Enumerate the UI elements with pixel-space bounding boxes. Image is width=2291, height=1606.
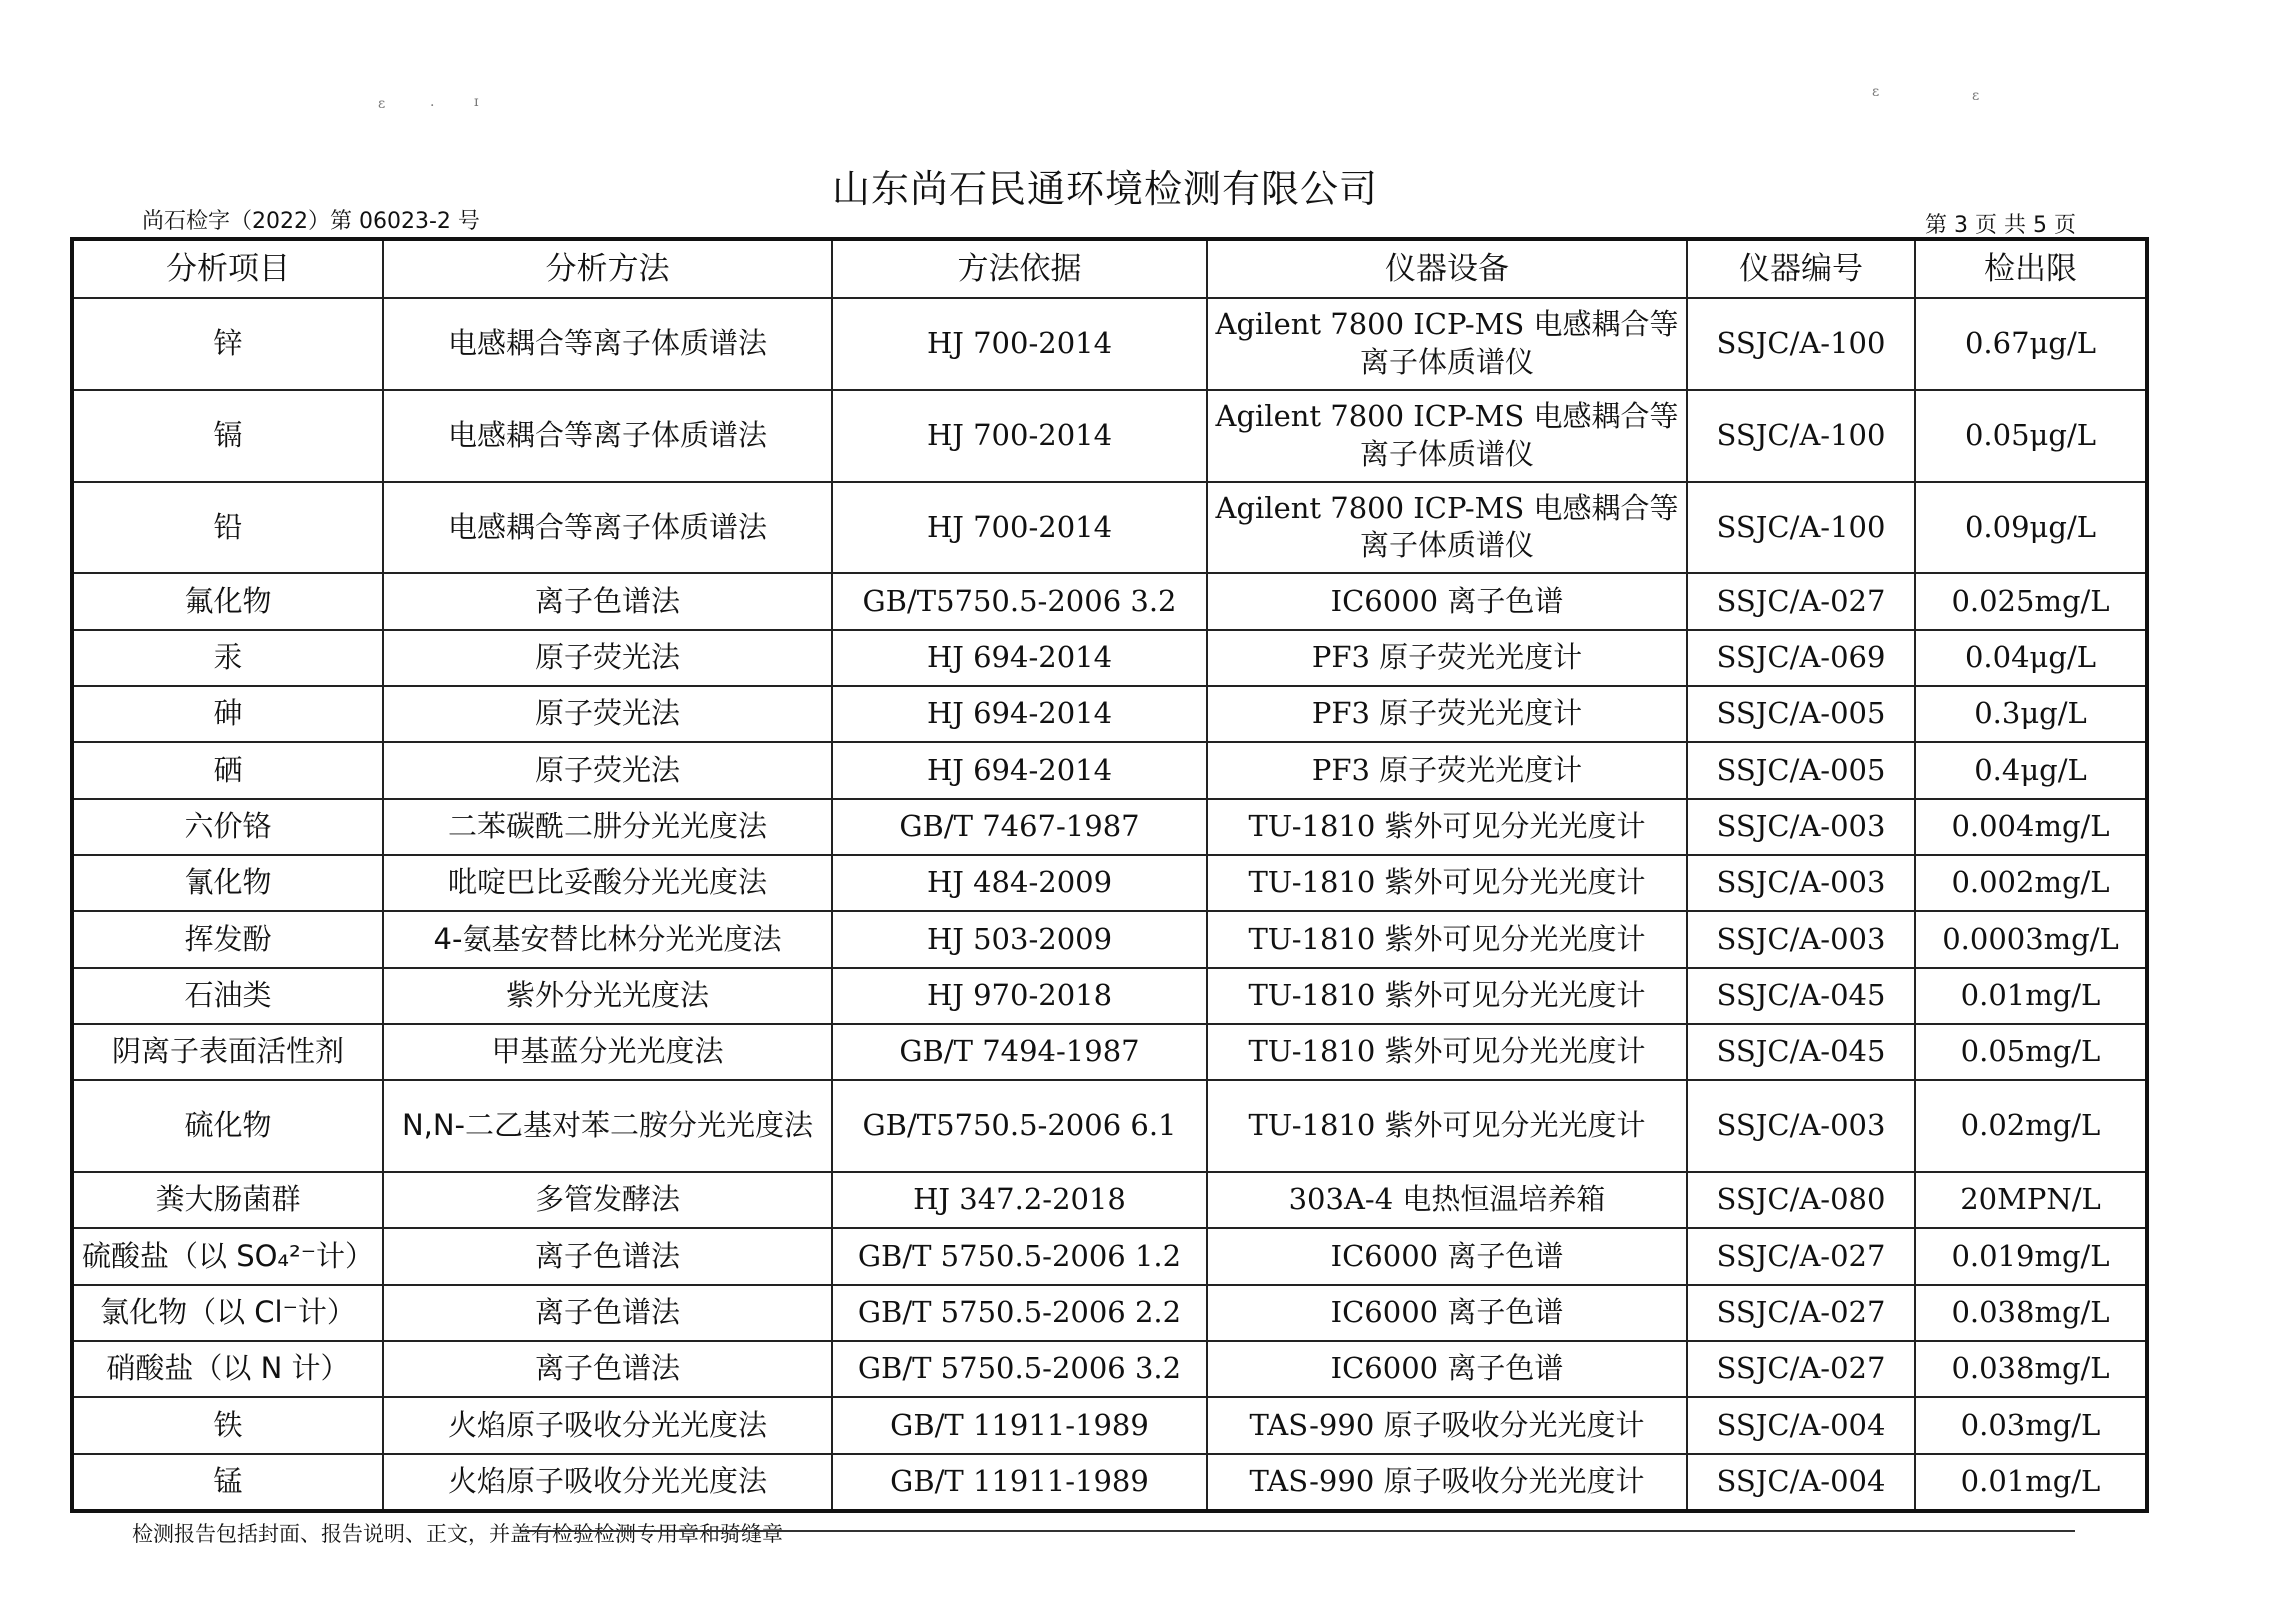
instrument-cell: TAS-990 原子吸收分光光度计 (1207, 1397, 1687, 1453)
instrument-number-cell: SSJC/A-027 (1687, 1228, 1915, 1284)
table-row (72, 630, 2147, 686)
detection-limit-cell: 0.038mg/L (1915, 1285, 2147, 1341)
item-cell: 六价铬 (72, 799, 383, 855)
instrument-number-cell: SSJC/A-045 (1687, 1024, 1915, 1080)
instrument-cell: Agilent 7800 ICP-MS 电感耦合等离子体质谱仪 (1207, 298, 1687, 390)
basis-cell: HJ 700-2014 (832, 482, 1207, 574)
item-cell: 汞 (72, 630, 383, 686)
table-row (72, 1228, 2147, 1284)
table-row (72, 911, 2147, 967)
basis-cell: HJ 970-2018 (832, 968, 1207, 1024)
column-header: 分析项目 (72, 239, 383, 298)
method-cell: 电感耦合等离子体质谱法 (383, 298, 832, 390)
detection-limit-cell: 0.02mg/L (1915, 1080, 2147, 1172)
method-cell: 火焰原子吸收分光光度法 (383, 1454, 832, 1512)
detection-limit-cell: 0.4μg/L (1915, 742, 2147, 798)
basis-cell: HJ 700-2014 (832, 298, 1207, 390)
instrument-cell: Agilent 7800 ICP-MS 电感耦合等离子体质谱仪 (1207, 390, 1687, 482)
instrument-number-cell: SSJC/A-045 (1687, 968, 1915, 1024)
basis-cell: HJ 694-2014 (832, 686, 1207, 742)
detection-limit-cell: 0.09μg/L (1915, 482, 2147, 574)
table-body (72, 298, 2147, 1511)
instrument-number-cell: SSJC/A-004 (1687, 1397, 1915, 1453)
item-cell: 镉 (72, 390, 383, 482)
instrument-cell: 303A-4 电热恒温培养箱 (1207, 1172, 1687, 1228)
instrument-cell: TU-1810 紫外可见分光光度计 (1207, 968, 1687, 1024)
item-cell: 氰化物 (72, 855, 383, 911)
instrument-number-cell: SSJC/A-069 (1687, 630, 1915, 686)
instrument-cell: IC6000 离子色谱 (1207, 573, 1687, 629)
item-cell: 石油类 (72, 968, 383, 1024)
method-cell: 电感耦合等离子体质谱法 (383, 390, 832, 482)
instrument-cell: Agilent 7800 ICP-MS 电感耦合等离子体质谱仪 (1207, 482, 1687, 574)
item-cell: 铅 (72, 482, 383, 574)
table-row (72, 1285, 2147, 1341)
detection-limit-cell: 0.025mg/L (1915, 573, 2147, 629)
instrument-number-cell: SSJC/A-003 (1687, 911, 1915, 967)
method-cell: 二苯碳酰二肼分光光度法 (383, 799, 832, 855)
item-cell: 硫化物 (72, 1080, 383, 1172)
instrument-cell: PF3 原子荧光光度计 (1207, 742, 1687, 798)
table-row (72, 1172, 2147, 1228)
method-cell: 吡啶巴比妥酸分光光度法 (383, 855, 832, 911)
scan-speck: · (430, 98, 435, 114)
detection-limit-cell: 0.04μg/L (1915, 630, 2147, 686)
method-cell: 离子色谱法 (383, 1341, 832, 1397)
table-row (72, 482, 2147, 574)
instrument-cell: IC6000 离子色谱 (1207, 1285, 1687, 1341)
basis-cell: GB/T 5750.5-2006 3.2 (832, 1341, 1207, 1397)
instrument-cell: TU-1810 紫外可见分光光度计 (1207, 799, 1687, 855)
basis-cell: HJ 694-2014 (832, 742, 1207, 798)
instrument-number-cell: SSJC/A-080 (1687, 1172, 1915, 1228)
table-row (72, 1454, 2147, 1512)
basis-cell: HJ 484-2009 (832, 855, 1207, 911)
instrument-number-cell: SSJC/A-005 (1687, 742, 1915, 798)
column-header: 方法依据 (832, 239, 1207, 298)
basis-cell: GB/T 7494-1987 (832, 1024, 1207, 1080)
instrument-number-cell: SSJC/A-005 (1687, 686, 1915, 742)
method-cell: 原子荧光法 (383, 686, 832, 742)
detection-limit-cell: 0.67μg/L (1915, 298, 2147, 390)
table-row (72, 1397, 2147, 1453)
table-row (72, 1024, 2147, 1080)
instrument-number-cell: SSJC/A-100 (1687, 390, 1915, 482)
table-row (72, 686, 2147, 742)
column-header: 仪器设备 (1207, 239, 1687, 298)
basis-cell: GB/T 7467-1987 (832, 799, 1207, 855)
instrument-cell: TU-1810 紫外可见分光光度计 (1207, 911, 1687, 967)
instrument-cell: TAS-990 原子吸收分光光度计 (1207, 1454, 1687, 1512)
method-cell: 甲基蓝分光光度法 (383, 1024, 832, 1080)
table-row (72, 1080, 2147, 1172)
instrument-number-cell: SSJC/A-027 (1687, 1285, 1915, 1341)
item-cell: 砷 (72, 686, 383, 742)
detection-limit-cell: 0.05μg/L (1915, 390, 2147, 482)
item-cell: 氯化物（以 Cl⁻计） (72, 1285, 383, 1341)
item-cell: 粪大肠菌群 (72, 1172, 383, 1228)
detection-limit-cell: 0.038mg/L (1915, 1341, 2147, 1397)
basis-cell: GB/T 11911-1989 (832, 1454, 1207, 1512)
instrument-number-cell: SSJC/A-003 (1687, 799, 1915, 855)
report-number: 尚石检字（2022）第 06023-2 号 (142, 209, 480, 234)
table-row (72, 855, 2147, 911)
table-header-row (72, 239, 2147, 298)
table-row (72, 1341, 2147, 1397)
scan-speck: ɪ (474, 94, 479, 110)
instrument-cell: PF3 原子荧光光度计 (1207, 630, 1687, 686)
scan-speck: ɛ (1872, 84, 1880, 100)
instrument-number-cell: SSJC/A-027 (1687, 573, 1915, 629)
item-cell: 氟化物 (72, 573, 383, 629)
instrument-cell: TU-1810 紫外可见分光光度计 (1207, 1024, 1687, 1080)
method-cell: 离子色谱法 (383, 1285, 832, 1341)
instrument-cell: TU-1810 紫外可见分光光度计 (1207, 1080, 1687, 1172)
table-row (72, 298, 2147, 390)
basis-cell: GB/T 11911-1989 (832, 1397, 1207, 1453)
table-row (72, 390, 2147, 482)
column-header: 检出限 (1915, 239, 2147, 298)
instrument-cell: IC6000 离子色谱 (1207, 1228, 1687, 1284)
basis-cell: GB/T 5750.5-2006 1.2 (832, 1228, 1207, 1284)
item-cell: 铁 (72, 1397, 383, 1453)
method-cell: 离子色谱法 (383, 573, 832, 629)
basis-cell: GB/T5750.5-2006 6.1 (832, 1080, 1207, 1172)
item-cell: 硒 (72, 742, 383, 798)
item-cell: 硝酸盐（以 N 计） (72, 1341, 383, 1397)
item-cell: 阴离子表面活性剂 (72, 1024, 383, 1080)
instrument-cell: IC6000 离子色谱 (1207, 1341, 1687, 1397)
basis-cell: HJ 700-2014 (832, 390, 1207, 482)
method-cell: 原子荧光法 (383, 630, 832, 686)
instrument-number-cell: SSJC/A-004 (1687, 1454, 1915, 1512)
method-cell: 原子荧光法 (383, 742, 832, 798)
company-name: 山东尚石民通环境检测有限公司 (831, 167, 1378, 211)
scan-speck: ɛ (1972, 88, 1980, 104)
basis-cell: HJ 694-2014 (832, 630, 1207, 686)
method-cell: 紫外分光光度法 (383, 968, 832, 1024)
method-cell: N,N-二乙基对苯二胺分光光度法 (383, 1080, 832, 1172)
method-cell: 4-氨基安替比林分光光度法 (383, 911, 832, 967)
item-cell: 挥发酚 (72, 911, 383, 967)
column-header: 分析方法 (383, 239, 832, 298)
basis-cell: HJ 347.2-2018 (832, 1172, 1207, 1228)
table-row (72, 968, 2147, 1024)
detection-limit-cell: 0.05mg/L (1915, 1024, 2147, 1080)
scan-speck: ɛ (378, 96, 386, 112)
instrument-number-cell: SSJC/A-100 (1687, 298, 1915, 390)
item-cell: 锌 (72, 298, 383, 390)
detection-limit-cell: 0.019mg/L (1915, 1228, 2147, 1284)
instrument-cell: PF3 原子荧光光度计 (1207, 686, 1687, 742)
detection-limit-cell: 0.3μg/L (1915, 686, 2147, 742)
detection-limit-cell: 0.0003mg/L (1915, 911, 2147, 967)
table-row (72, 799, 2147, 855)
detection-limit-cell: 0.03mg/L (1915, 1397, 2147, 1453)
method-cell: 离子色谱法 (383, 1228, 832, 1284)
table-row (72, 742, 2147, 798)
detection-limit-cell: 0.01mg/L (1915, 968, 2147, 1024)
footer-note: 检测报告包括封面、报告说明、正文，并盖有检验检测专用章和骑缝章 (132, 1522, 783, 1546)
item-cell: 硫酸盐（以 SO₄²⁻计） (72, 1228, 383, 1284)
instrument-number-cell: SSJC/A-100 (1687, 482, 1915, 574)
method-cell: 电感耦合等离子体质谱法 (383, 482, 832, 574)
detection-limit-cell: 20MPN/L (1915, 1172, 2147, 1228)
footer-rule (520, 1530, 2075, 1532)
table-row (72, 573, 2147, 629)
detection-limit-cell: 0.002mg/L (1915, 855, 2147, 911)
detection-limit-cell: 0.004mg/L (1915, 799, 2147, 855)
method-cell: 多管发酵法 (383, 1172, 832, 1228)
page-indicator: 第 3 页 共 5 页 (1925, 213, 2076, 238)
instrument-number-cell: SSJC/A-003 (1687, 855, 1915, 911)
basis-cell: HJ 503-2009 (832, 911, 1207, 967)
instrument-number-cell: SSJC/A-003 (1687, 1080, 1915, 1172)
method-cell: 火焰原子吸收分光光度法 (383, 1397, 832, 1453)
detection-limit-cell: 0.01mg/L (1915, 1454, 2147, 1512)
basis-cell: GB/T 5750.5-2006 2.2 (832, 1285, 1207, 1341)
basis-cell: GB/T5750.5-2006 3.2 (832, 573, 1207, 629)
analysis-methods-table (70, 237, 2149, 1513)
item-cell: 锰 (72, 1454, 383, 1512)
instrument-number-cell: SSJC/A-027 (1687, 1341, 1915, 1397)
column-header: 仪器编号 (1687, 239, 1915, 298)
instrument-cell: TU-1810 紫外可见分光光度计 (1207, 855, 1687, 911)
